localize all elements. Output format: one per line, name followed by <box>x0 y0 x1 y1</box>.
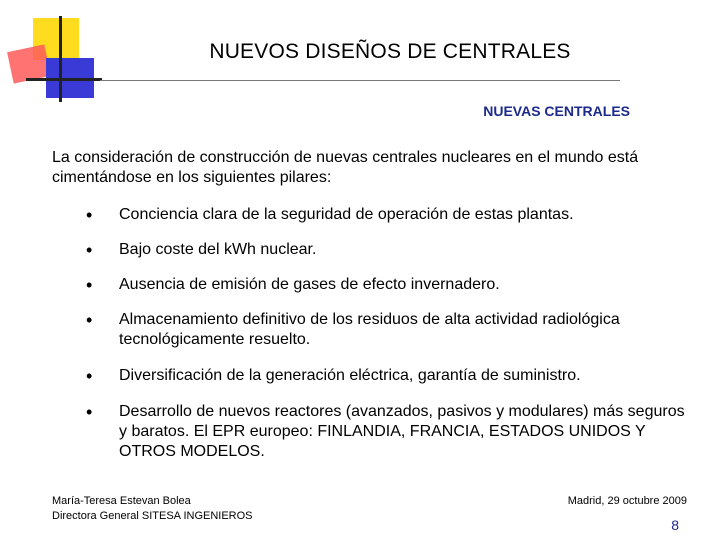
bullet-dot: • <box>86 275 93 295</box>
intro-paragraph: La consideración de construcción de nuevas centrales nucleares en el mundo está cimentándose en los siguientes pilares: <box>52 149 639 186</box>
bullet-item <box>86 310 696 350</box>
title-underline <box>100 80 620 81</box>
bullet-text: Almacenamiento definitivo de los residuos de alta actividad radiológica tecnológicamente resuelto. <box>119 311 620 348</box>
decor-vertical-line <box>59 16 62 102</box>
slide-title: NUEVOS DISEÑOS DE CENTRALES <box>209 40 571 63</box>
bullet-list <box>86 205 696 462</box>
page-number: 8 <box>671 517 679 533</box>
bullet-item <box>86 366 696 386</box>
footer-date-block <box>568 494 687 509</box>
bullet-dot: • <box>86 310 93 330</box>
bullet-text: Bajo coste del kWh nuclear. <box>119 241 317 258</box>
footer-author-block <box>52 494 253 524</box>
bullet-item <box>86 275 696 295</box>
bullet-dot: • <box>86 402 93 422</box>
footer-role: Directora General SITESA INGENIEROS <box>52 510 253 522</box>
bullet-item <box>86 240 696 260</box>
decor-horizontal-line <box>26 78 102 81</box>
bullet-dot: • <box>86 205 93 225</box>
bullet-dot: • <box>86 366 93 386</box>
footer-place-date: Madrid, 29 octubre 2009 <box>567 495 687 507</box>
bullet-item <box>86 205 696 225</box>
bullet-text: Conciencia clara de la seguridad de operación de estas plantas. <box>119 206 574 223</box>
slide-subtitle: NUEVAS CENTRALES <box>483 103 630 119</box>
bullet-text: Diversificación de la generación eléctrica, garantía de suministro. <box>119 367 581 384</box>
bullet-item <box>86 402 696 462</box>
bullet-dot: • <box>86 240 93 260</box>
footer-author: María-Teresa Estevan Bolea <box>52 495 191 507</box>
bullet-text: Ausencia de emisión de gases de efecto invernadero. <box>119 276 500 293</box>
bullet-text: Desarrollo de nuevos reactores (avanzados, pasivos y modulares) más seguros y baratos. El EPR europeo: FINLANDIA, FRANCIA, ESTADOS UNIDOS Y OTROS MODELOS. <box>119 403 685 460</box>
